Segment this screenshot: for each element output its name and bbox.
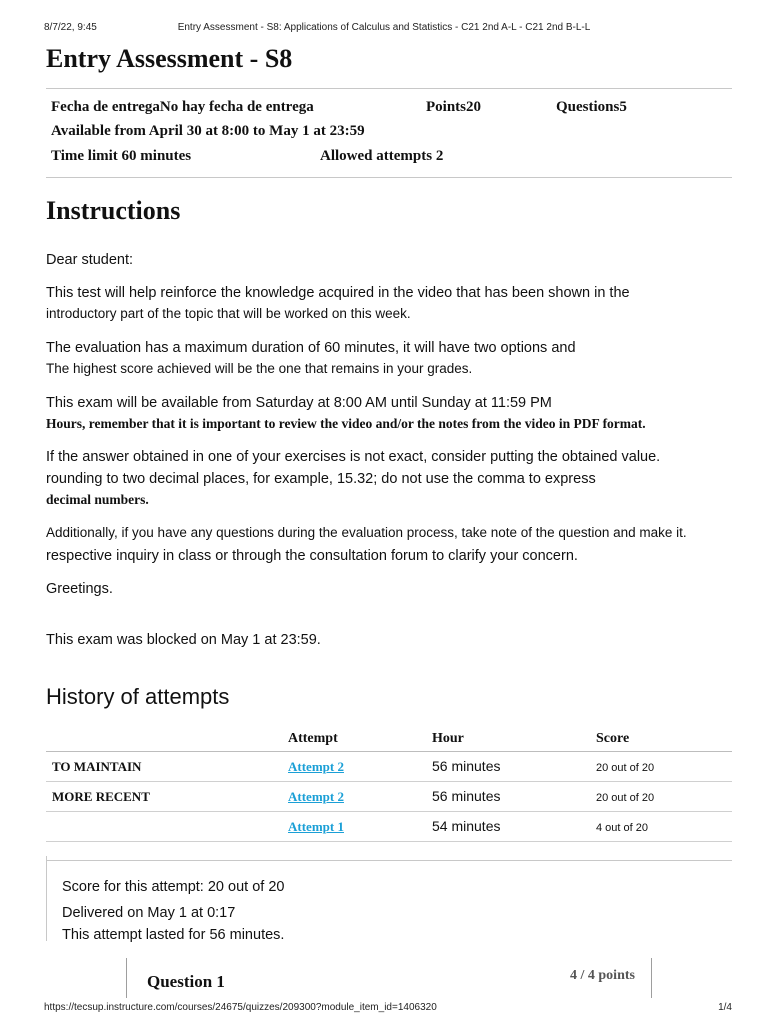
instructions-paragraph-line: decimal numbers.: [46, 492, 149, 507]
attempt-score: 4 out of 20: [596, 821, 648, 834]
instructions-paragraph-line: Additionally, if you have any questions during the evaluation process, take note of the question and make it.: [46, 525, 687, 540]
divider: [46, 88, 732, 89]
attempt-score-summary: Score for this attempt: 20 out of 20: [62, 879, 285, 895]
column-header-score: Score: [596, 726, 732, 752]
summary-divider: [46, 860, 732, 861]
questions-info: Questions5: [556, 99, 627, 115]
exam-blocked-notice: This exam was blocked on May 1 at 23:59.: [46, 632, 321, 648]
instructions-paragraph-line: respective inquiry in class or through the consultation forum to clarify your concern.: [46, 548, 578, 564]
attempt-score: 20 out of 20: [596, 761, 655, 774]
question-border: [651, 958, 652, 998]
print-footer: [44, 1002, 732, 1013]
instructions-paragraph-line: This exam will be available from Saturday at 8:00 AM until Sunday at 11:59 PM: [46, 395, 552, 411]
print-document-title: Entry Assessment - S8: Applications of Calculus and Statistics - C21 2nd A-L - C21 2nd B-L-L: [177, 22, 591, 33]
print-header: [44, 22, 724, 38]
instructions-paragraph-line: introductory part of the topic that will be worked on this week.: [46, 306, 411, 321]
instructions-heading: Instructions: [46, 196, 181, 225]
column-header: [46, 726, 288, 752]
question-title: Question 1: [147, 972, 225, 991]
instructions-paragraph-line: If the answer obtained in one of your exercises is not exact, consider putting the obtained value.: [46, 449, 661, 465]
page-url: https://tecsup.instructure.com/courses/24675/quizzes/209300?module_item_id=1406320: [44, 1002, 437, 1013]
availability-info: Available from April 30 at 8:00 to May 1 at 23:59: [51, 123, 365, 139]
divider: [46, 177, 732, 178]
page-number: 1/4: [718, 1002, 732, 1013]
question-border: [126, 958, 127, 998]
table-row: [46, 752, 732, 782]
instructions-greeting: Dear student:: [46, 252, 134, 268]
attempt-duration: 56 minutes: [432, 787, 501, 804]
row-label: MORE RECENT: [52, 788, 150, 804]
instructions-paragraph-line: Hours, remember that it is important to review the video and/or the notes from the video in PDF format.: [46, 416, 646, 431]
summary-border: [46, 856, 47, 941]
instructions-paragraph-line: This test will help reinforce the knowledge acquired in the video that has been shown in the: [46, 285, 630, 301]
attempt-duration: 54 minutes: [432, 817, 501, 834]
question-points: 4 / 4 points: [570, 968, 635, 983]
time-limit-info: Time limit 60 minutes: [51, 148, 192, 164]
row-label: TO MAINTAIN: [52, 758, 142, 774]
instructions-paragraph-line: The evaluation has a maximum duration of 60 minutes, it will have two options and: [46, 340, 576, 356]
attempts-table: [46, 726, 732, 842]
allowed-attempts-info: Allowed attempts 2: [320, 148, 444, 164]
attempt-delivered: Delivered on May 1 at 0:17: [62, 905, 236, 921]
column-header-hour: Hour: [432, 726, 596, 752]
attempt-link[interactable]: Attempt 1: [288, 818, 344, 834]
instructions-paragraph-line: The highest score achieved will be the one that remains in your grades.: [46, 361, 473, 376]
table-header-row: [46, 726, 732, 752]
attempt-duration-summary: This attempt lasted for 56 minutes.: [62, 927, 285, 943]
table-row: [46, 782, 732, 812]
attempt-link[interactable]: Attempt 2: [288, 788, 344, 804]
due-date-info: Fecha de entregaNo hay fecha de entrega: [51, 99, 314, 115]
history-heading: History of attempts: [46, 684, 230, 709]
table-row: [46, 812, 732, 842]
instructions-closing: Greetings.: [46, 581, 113, 597]
attempt-score: 20 out of 20: [596, 791, 655, 804]
attempt-duration: 56 minutes: [432, 757, 501, 774]
print-datetime: 8/7/22, 9:45: [44, 22, 97, 33]
attempt-link[interactable]: Attempt 2: [288, 758, 344, 774]
column-header-attempt: Attempt: [288, 726, 432, 752]
instructions-paragraph-line: rounding to two decimal places, for example, 15.32; do not use the comma to express: [46, 471, 596, 487]
points-info: Points20: [426, 99, 482, 115]
page-title: Entry Assessment - S8: [46, 44, 293, 73]
